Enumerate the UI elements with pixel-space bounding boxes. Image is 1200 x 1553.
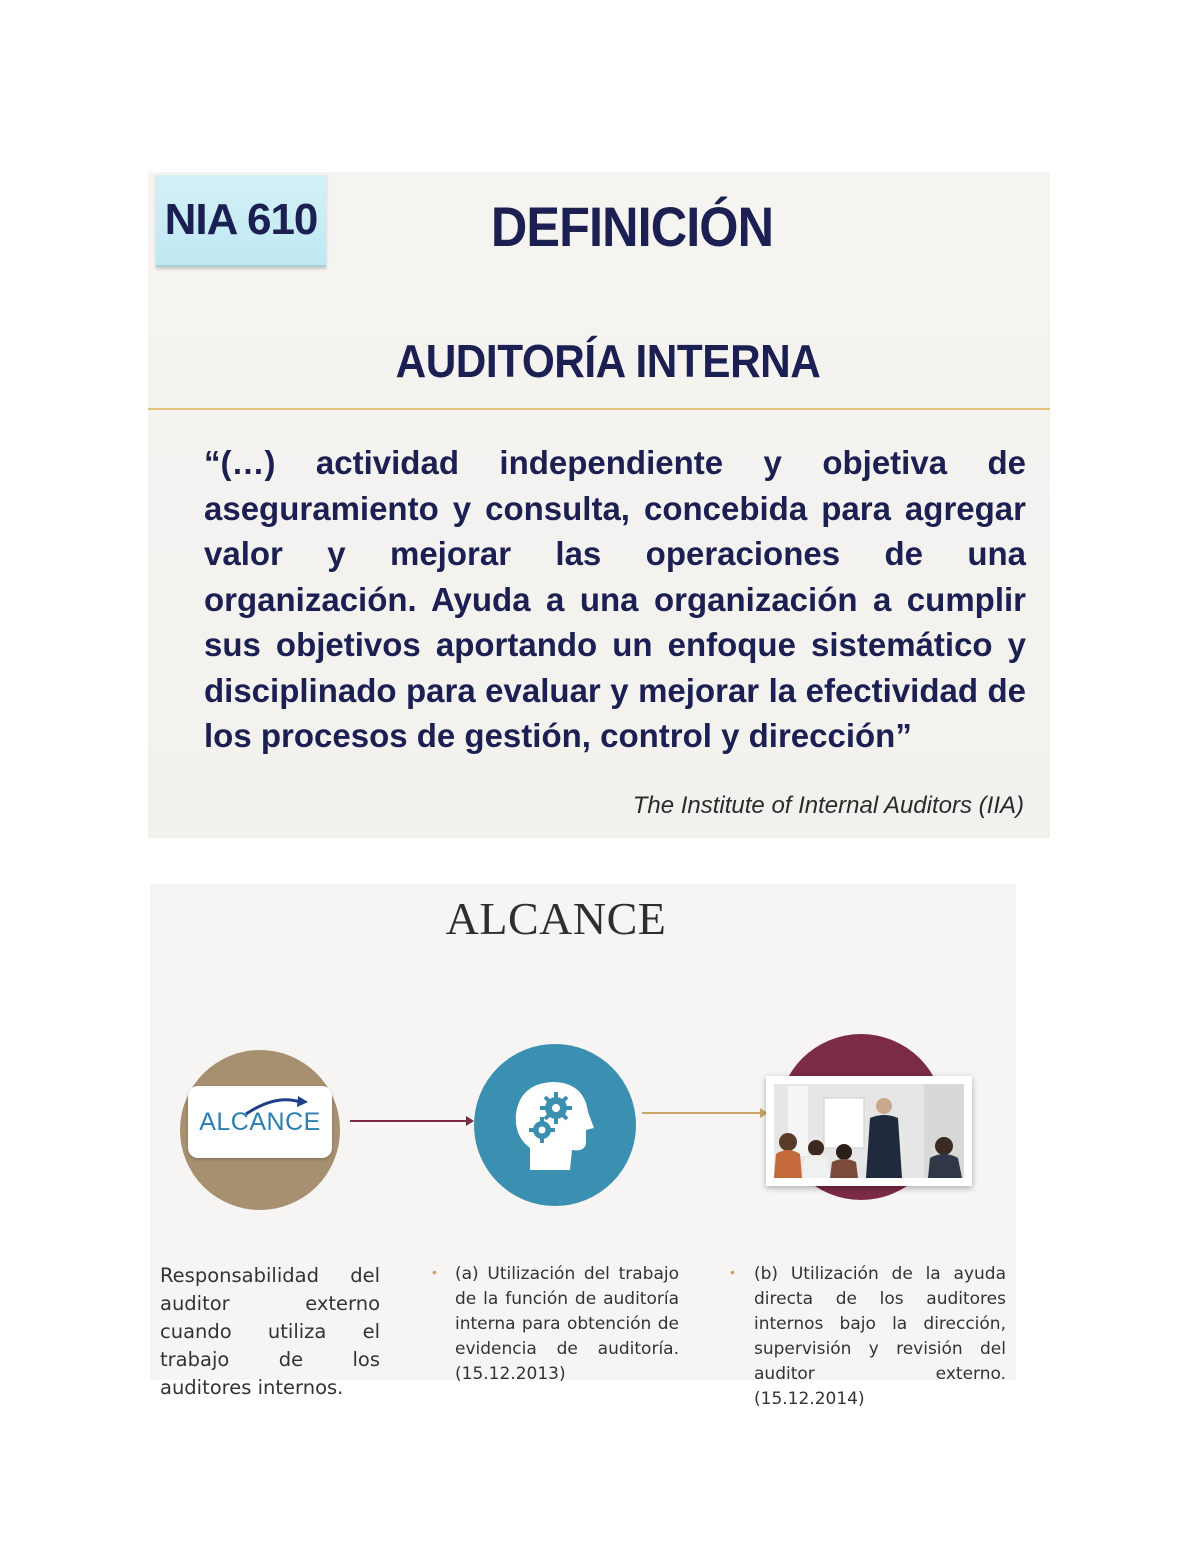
head-gears-icon xyxy=(474,1044,636,1206)
responsibility-text: Responsabilidad del auditor externo cuando utiliza el trabajo de los auditores internos. xyxy=(160,1264,380,1399)
internal-audit-circle xyxy=(474,1044,636,1206)
divider xyxy=(148,408,1050,410)
direct-assistance-text: (b) Utilización de la ayuda directa de los auditores internos bajo la dirección, supervisión y revisión del auditor externo. (15.12.2014) xyxy=(754,1264,1006,1409)
scope-title: ALCANCE xyxy=(445,893,667,944)
bullet-icon: • xyxy=(432,1264,437,1280)
bullet-icon: • xyxy=(730,1264,735,1280)
presenter-image xyxy=(774,1084,964,1178)
arrow-right-icon xyxy=(350,1120,468,1122)
quote-source: The Institute of Internal Auditors (IIA) xyxy=(632,792,1024,819)
definition-quote: “(…) actividad independiente y objetiva de aseguramiento y consulta, concebida para agregar valor y mejorar las operaciones de una organización. Ayuda a una organización a cumplir sus objetivos aportando un enfoque sistemático y disciplinado para evaluar y mejorar la efectividad de los procesos de gestión, control y dirección” xyxy=(204,444,1026,754)
scope-slide xyxy=(150,884,1016,1409)
internal-audit-text: (a) Utilización del trabajo de la función de auditoría interna para obtención de evidencia de auditoría. (15.12.2013) xyxy=(455,1264,679,1384)
alcance-logo xyxy=(188,1086,332,1158)
slide-subtitle: AUDITORÍA INTERNA xyxy=(395,335,821,387)
nia-badge: NIA 610 xyxy=(156,175,326,267)
slide-title: DEFINICIÓN xyxy=(490,195,774,258)
meeting-photo xyxy=(766,1076,972,1186)
arrow-right-icon xyxy=(642,1112,762,1114)
logo-text: ALCANCE xyxy=(199,1108,321,1136)
definition-slide xyxy=(148,172,1050,838)
